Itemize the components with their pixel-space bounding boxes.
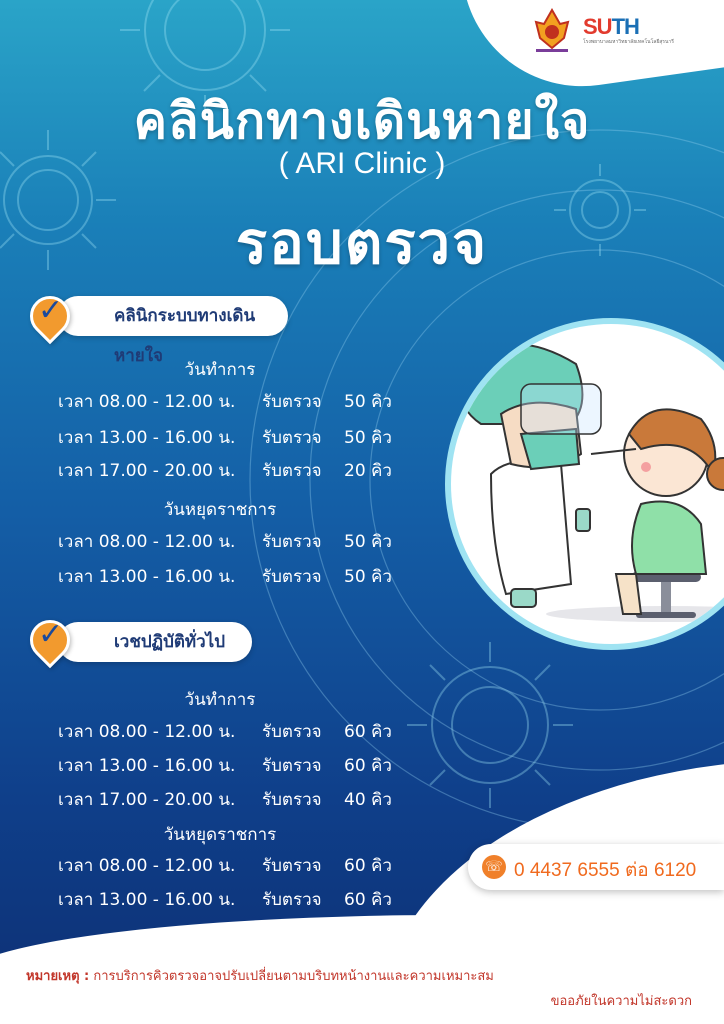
check-icon: ✓ <box>38 617 64 652</box>
schedule-row <box>58 852 392 879</box>
row-time: เวลา 17.00 - 20.00 น. <box>58 461 236 481</box>
schedule-row <box>58 563 392 590</box>
row-label: รับตรวจ <box>262 392 322 412</box>
row-count: 50 คิว <box>344 532 392 552</box>
row-time: เวลา 08.00 - 12.00 น. <box>58 856 236 876</box>
virus-decoration-3 <box>407 642 573 808</box>
row-time: เวลา 13.00 - 16.00 น. <box>58 890 236 910</box>
university-seal-logo <box>530 8 574 54</box>
phone-icon: ☏ <box>482 855 506 879</box>
schedule-row <box>58 457 392 484</box>
schedule-row <box>58 786 392 813</box>
row-count: 40 คิว <box>344 790 392 810</box>
schedule-row <box>58 388 392 415</box>
row-label: รับตรวจ <box>262 567 322 587</box>
apology-note: ขออภัยในความไม่สะดวก <box>550 994 692 1009</box>
schedule-row <box>58 886 392 913</box>
section-1-holiday-label: วันหยุดราชการ <box>163 500 277 520</box>
logo-subtitle: โรงพยาบาลมหาวิทยาลัยเทคโนโลยีสุรนารี <box>583 39 674 45</box>
row-label: รับตรวจ <box>262 890 322 910</box>
illustration-graphic <box>451 324 724 644</box>
section-2-holiday-label: วันหยุดราชการ <box>163 825 277 845</box>
schedule-row <box>58 528 392 555</box>
row-label: รับตรวจ <box>262 532 322 552</box>
page-heading-status: รอบตรวจ <box>235 209 489 277</box>
page-title: คลินิกทางเดินหายใจ <box>133 92 591 150</box>
row-label: รับตรวจ <box>262 428 322 448</box>
section-1-weekday-label: วันทำการ <box>184 360 256 380</box>
section-2-header: เวชปฏิบัติทั่วไป <box>58 622 252 662</box>
row-time: เวลา 13.00 - 16.00 น. <box>58 428 236 448</box>
row-label: รับตรวจ <box>262 756 322 776</box>
row-time: เวลา 13.00 - 16.00 น. <box>58 567 236 587</box>
phone-number[interactable]: 0 4437 6555 ต่อ 6120 <box>514 860 697 881</box>
suth-logo <box>583 14 639 40</box>
footnote-text: การบริการคิวตรวจอาจปรับเปลี่ยนตามบริบทหน้างานและความเหมาะสม <box>93 969 494 984</box>
section-2-weekday-label: วันทำการ <box>184 690 256 710</box>
row-count: 20 คิว <box>344 461 392 481</box>
page-subtitle: ( ARI Clinic ) <box>278 147 446 180</box>
footnote <box>26 965 494 986</box>
footnote-prefix: หมายเหตุ : <box>26 969 90 984</box>
row-label: รับตรวจ <box>262 461 322 481</box>
section-1-header: คลินิกระบบทางเดินหายใจ <box>58 296 288 336</box>
logo-text-a: SU <box>583 14 612 39</box>
row-count: 60 คิว <box>344 890 392 910</box>
row-count: 50 คิว <box>344 428 392 448</box>
row-time: เวลา 13.00 - 16.00 น. <box>58 756 236 776</box>
row-count: 50 คิว <box>344 567 392 587</box>
row-time: เวลา 17.00 - 20.00 น. <box>58 790 236 810</box>
schedule-row <box>58 424 392 451</box>
row-label: รับตรวจ <box>262 790 322 810</box>
row-label: รับตรวจ <box>262 856 322 876</box>
schedule-row <box>58 718 392 745</box>
logo-text-b: TH <box>611 14 639 39</box>
row-time: เวลา 08.00 - 12.00 น. <box>58 392 236 412</box>
row-count: 60 คิว <box>344 722 392 742</box>
row-time: เวลา 08.00 - 12.00 น. <box>58 722 236 742</box>
check-icon: ✓ <box>38 293 64 328</box>
schedule-row <box>58 752 392 779</box>
row-count: 60 คิว <box>344 856 392 876</box>
row-count: 60 คิว <box>344 756 392 776</box>
row-label: รับตรวจ <box>262 722 322 742</box>
row-count: 50 คิว <box>344 392 392 412</box>
row-time: เวลา 08.00 - 12.00 น. <box>58 532 236 552</box>
